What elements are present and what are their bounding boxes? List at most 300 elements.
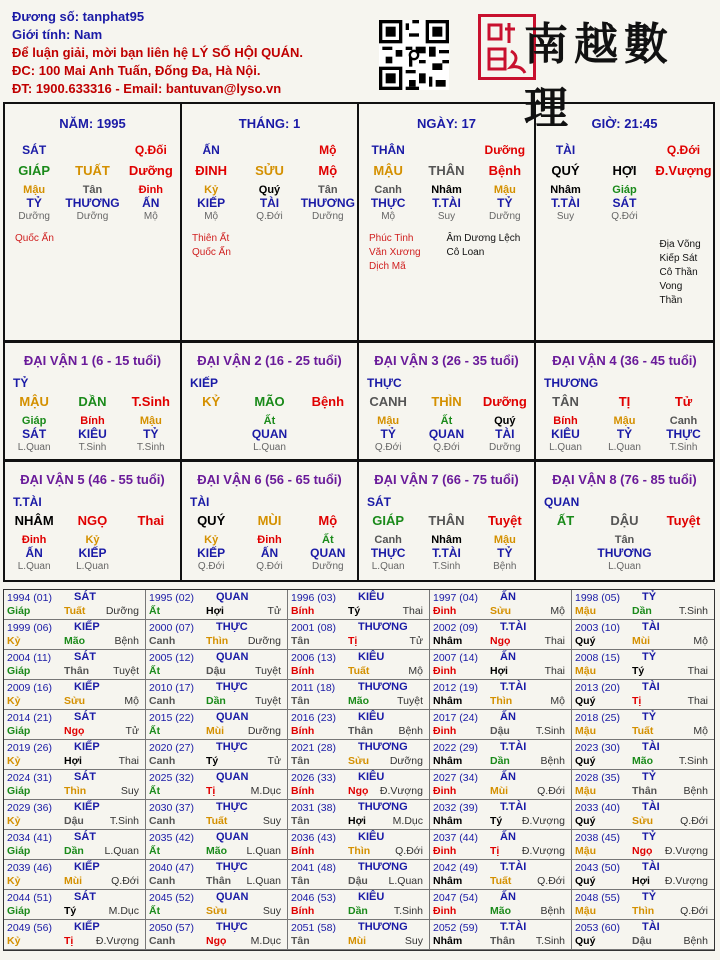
annual-stage: Suy [120, 785, 139, 797]
annual-branch: Tý [490, 815, 503, 827]
luck-stem-branch-item: TỊ [618, 394, 631, 409]
pillar-gods-item: Q.Đới [666, 143, 701, 157]
star-label: Vong Thần [659, 281, 683, 306]
luck-hidden-stems-item: Ất [322, 534, 334, 546]
pillar-hidden-gods-item: TỶ [26, 196, 42, 210]
annual-god: THỰC [216, 621, 248, 633]
annual-stage: Dưỡng [247, 635, 281, 647]
luck-hidden-gods [359, 427, 534, 441]
luck-period-cell [5, 343, 182, 459]
annual-god: KIÊU [358, 651, 385, 663]
annual-branch: Hợi [490, 665, 508, 677]
pillar-gods [182, 143, 357, 157]
annual-year: 2036 (43) [291, 832, 336, 844]
luck-hidden-gods [182, 427, 357, 441]
annual-god: TỶ [642, 771, 657, 783]
luck-stages-item: L.Quan [253, 442, 286, 453]
annual-stem: Canh [149, 875, 176, 887]
annual-cell [430, 710, 572, 740]
pillar-stars [359, 232, 534, 274]
luck-hidden-stems [5, 415, 180, 427]
luck-period-title: ĐẠI VẬN 5 (46 - 55 tuổi) [20, 472, 165, 487]
pillar-stages [5, 211, 180, 222]
stars-column [93, 232, 171, 246]
annual-stage: Q.Đới [111, 875, 139, 887]
contact-line: Để luận giải, mời bạn liên hệ LÝ SỐ HỘI QUÁN. [12, 45, 303, 60]
star-label: Cô Thần [659, 267, 698, 278]
annual-god: T.TÀI [500, 921, 527, 933]
annual-year: 2012 (19) [433, 682, 478, 694]
annual-stage: Mộ [693, 635, 708, 647]
star-label: Dịch Mã [369, 261, 406, 272]
annual-cell [572, 680, 714, 710]
annual-cell [146, 890, 288, 920]
annual-year: 2039 (46) [7, 862, 52, 874]
annual-branch: Ngọ [632, 845, 653, 857]
annual-stem: Kỷ [7, 815, 21, 827]
annual-stage: L.Quan [246, 845, 281, 857]
luck-stages [536, 561, 713, 572]
luck-hidden-stems [182, 415, 357, 427]
annual-branch: Ngọ [348, 785, 369, 797]
annual-stage: M.Dục [250, 785, 281, 797]
luck-god [182, 495, 357, 509]
luck-period-title: ĐẠI VẬN 4 (36 - 45 tuổi) [552, 353, 697, 368]
annual-stem: Đinh [433, 605, 457, 617]
pillar-stages-item: Q.Đới [256, 211, 283, 222]
annual-cell [430, 590, 572, 620]
pillar-hidden-stems-item: Giáp [612, 184, 637, 196]
annual-stem: Quý [575, 935, 596, 947]
annual-stage: Đ.Vượng [521, 815, 565, 827]
annual-branch: Ngọ [64, 725, 85, 737]
annual-year: 2050 (57) [149, 922, 194, 934]
annual-stem: Quý [575, 875, 596, 887]
annual-branch: Tị [632, 695, 642, 707]
annual-cell [288, 620, 430, 650]
stars-column [447, 232, 525, 274]
annual-cell [146, 800, 288, 830]
annual-god: THỰC [216, 801, 248, 813]
luck-periods-row-1 [3, 341, 715, 461]
pillar-stem-branch-item: TUẤT [75, 163, 110, 178]
gender-line: Giới tính: Nam [12, 27, 103, 42]
luck-hidden-stems [182, 534, 357, 546]
address-line: ĐC: 100 Mai Anh Tuấn, Đống Đa, Hà Nội. [12, 63, 261, 78]
annual-stem: Bính [291, 605, 315, 617]
annual-cell [430, 770, 572, 800]
annual-god: KIÊU [358, 831, 385, 843]
luck-hidden-gods-item: TỶ [380, 427, 396, 441]
annual-stem: Tân [291, 875, 310, 887]
annual-year: 2031 (38) [291, 802, 336, 814]
luck-hidden-gods-item: THỰC [370, 546, 406, 560]
annual-stem: Đinh [433, 725, 457, 737]
annual-year: 2041 (48) [291, 862, 336, 874]
luck-god-item: THƯƠNG [544, 376, 599, 390]
annual-year: 2028 (35) [575, 772, 620, 784]
pillar-stars [5, 232, 180, 246]
annual-year: 2046 (53) [291, 892, 336, 904]
annual-god: SÁT [74, 771, 96, 783]
luck-hidden-stems-item: Ất [263, 415, 276, 427]
annual-stem: Kỷ [7, 755, 21, 767]
luck-stages-item: Q.Đới [197, 561, 225, 572]
annual-god: ẤN [500, 831, 516, 843]
luck-hidden-stems-item: Canh [669, 415, 698, 427]
pillar-hidden-gods-item: THỰC [370, 196, 406, 210]
annual-stem: Canh [149, 635, 176, 647]
luck-stages-item: Q.Đới [433, 442, 460, 453]
annual-cell [288, 650, 430, 680]
annual-year: 2027 (34) [433, 772, 478, 784]
annual-god: THƯƠNG [358, 801, 408, 813]
annual-god: THỰC [216, 681, 248, 693]
annual-cell [430, 860, 572, 890]
luck-hidden-stems-item: Mậu [139, 415, 162, 427]
annual-stage: Suy [262, 815, 281, 827]
annual-god: KIÊU [358, 591, 385, 603]
annual-branch: Tị [206, 785, 216, 797]
luck-stem-branch-item: Tuyệt [666, 513, 701, 528]
luck-hidden-gods-item: TÀI [495, 427, 515, 441]
annual-year: 2034 (41) [7, 832, 52, 844]
luck-stages-item: Bệnh [493, 561, 517, 572]
luck-stem-branch-item: Tử [674, 394, 693, 409]
annual-stage: Bệnh [398, 725, 423, 737]
annual-year: 1996 (03) [291, 592, 336, 604]
luck-hidden-gods-item: ẤN [25, 546, 43, 560]
pillar-title: NĂM: 1995 [59, 116, 126, 131]
luck-hidden-stems-item: Mậu [493, 534, 516, 546]
annual-branch: Thìn [206, 635, 229, 647]
annual-year: 2020 (27) [149, 742, 194, 754]
annual-stage: Thai [687, 695, 708, 707]
annual-cell [572, 710, 714, 740]
annual-god: KIẾP [74, 921, 100, 933]
annual-branch: Mão [632, 755, 653, 767]
luck-hidden-gods [5, 427, 180, 441]
annual-stem: Tân [291, 755, 310, 767]
annual-year: 2007 (14) [433, 652, 478, 664]
annual-branch: Mùi [206, 725, 225, 737]
annual-stem: Giáp [7, 725, 31, 737]
annual-cell [430, 650, 572, 680]
four-pillars-grid [3, 102, 715, 342]
annual-cell [288, 860, 430, 890]
annual-year: 2021 (28) [291, 742, 336, 754]
annual-branch: Dậu [206, 665, 226, 677]
annual-branch: Hợi [632, 875, 650, 887]
annual-branch: Mùi [632, 635, 651, 647]
annual-stage: Bệnh [683, 935, 708, 947]
pillar-hidden-gods [5, 196, 180, 210]
annual-branch: Sửu [490, 605, 512, 617]
annual-year: 2037 (44) [433, 832, 478, 844]
luck-hidden-gods-item: ẤN [260, 546, 279, 560]
annual-stem: Ất [149, 725, 161, 737]
annual-god: SÁT [74, 831, 96, 843]
annual-luck-table [3, 589, 715, 951]
pillar-stars [182, 232, 357, 260]
annual-cell [572, 830, 714, 860]
annual-branch: Mùi [490, 785, 509, 797]
annual-god: TÀI [642, 681, 660, 693]
luck-hidden-stems-item: Mậu [613, 415, 636, 427]
annual-branch: Tuất [632, 725, 654, 737]
annual-cell [288, 800, 430, 830]
annual-stem: Nhâm [433, 635, 463, 647]
annual-stage: T.Sinh [109, 815, 139, 827]
annual-cell [146, 620, 288, 650]
pillar-stem-branch [359, 163, 534, 178]
annual-branch: Sửu [64, 695, 86, 707]
luck-period-cell [182, 462, 359, 580]
annual-year: 2042 (49) [433, 862, 478, 874]
annual-branch: Thân [206, 875, 232, 887]
annual-stem: Nhâm [433, 695, 463, 707]
pillar-stem-branch-item: HỢI [612, 163, 637, 178]
annual-god: T.TÀI [500, 621, 527, 633]
annual-god: T.TÀI [500, 801, 527, 813]
annual-stage: Tuyệt [397, 695, 423, 707]
luck-stages [182, 442, 357, 453]
annual-year: 2051 (58) [291, 922, 336, 934]
luck-stem-branch-item: THÂN [428, 513, 465, 528]
annual-year: 2011 (18) [291, 682, 336, 694]
annual-stage: Suy [404, 935, 423, 947]
annual-god: THƯƠNG [358, 861, 408, 873]
pillar-stages [182, 211, 357, 222]
luck-hidden-stems [359, 534, 534, 546]
annual-year: 2018 (25) [575, 712, 620, 724]
pillar-stem-branch-item: Đ.Vượng [655, 163, 712, 178]
annual-god: THƯƠNG [358, 921, 408, 933]
pillar-hidden-gods [359, 196, 534, 210]
luck-stages-item: L.Quan [17, 561, 51, 572]
annual-god: SÁT [74, 591, 96, 603]
pillar-gods-item: Q.Đối [134, 143, 167, 157]
luck-hidden-gods [536, 546, 713, 560]
annual-branch: Hợi [64, 755, 82, 767]
luck-stages-item: L.Quan [608, 442, 641, 453]
annual-stem: Kỷ [7, 935, 21, 947]
annual-stem: Đinh [433, 905, 457, 917]
annual-stem: Mậu [575, 905, 596, 917]
annual-branch: Mão [64, 635, 85, 647]
luck-hidden-gods [5, 546, 180, 560]
luck-hidden-gods-item: TỶ [143, 427, 159, 441]
pillar-stages-item: Mộ [381, 211, 396, 222]
annual-branch: Mão [490, 905, 511, 917]
annual-god: QUAN [216, 831, 249, 843]
annual-cell [572, 770, 714, 800]
annual-branch: Thân [64, 665, 90, 677]
luck-period-title: ĐẠI VẬN 7 (66 - 75 tuổi) [374, 472, 519, 487]
annual-stem: Đinh [433, 665, 457, 677]
annual-stem: Kỷ [7, 695, 21, 707]
pillar-hidden-stems-item: Tân [318, 184, 338, 196]
annual-cell [146, 770, 288, 800]
annual-stage: Tuyệt [255, 665, 281, 677]
annual-branch: Sửu [348, 755, 370, 767]
annual-stage: M.Dục [250, 935, 281, 947]
luck-hidden-stems-item: Tân [614, 534, 635, 546]
annual-cell [430, 830, 572, 860]
luck-period-cell [5, 462, 182, 580]
annual-branch: Mão [206, 845, 227, 857]
luck-god-item: SÁT [367, 495, 391, 509]
annual-branch: Tuất [348, 665, 370, 677]
annual-year: 2008 (15) [575, 652, 620, 664]
pillar-gods-item: TÀI [555, 143, 576, 157]
pillar-hidden-gods-item: T.TÀI [551, 196, 580, 210]
luck-stem-branch-item: MẬU [19, 394, 49, 409]
pillar-stem-branch-item: Dưỡng [128, 163, 173, 178]
stars-column [660, 238, 704, 308]
stars-column [616, 238, 660, 308]
annual-cell [146, 920, 288, 950]
annual-stem: Canh [149, 695, 176, 707]
luck-period-cell [182, 343, 359, 459]
annual-year: 2048 (55) [575, 892, 620, 904]
annual-stem: Mậu [575, 605, 596, 617]
luck-stem-branch-item: Bệnh [311, 394, 345, 409]
annual-year: 2001 (08) [291, 622, 336, 634]
pillar-stages-item: Suy [556, 211, 575, 222]
luck-god [5, 376, 180, 390]
luck-god-item: TỶ [13, 376, 29, 390]
pillar-hidden-stems-item: Canh [374, 184, 402, 196]
annual-god: ẤN [500, 711, 516, 723]
annual-year: 2016 (23) [291, 712, 336, 724]
luck-hidden-gods [536, 427, 713, 441]
pillar-hidden-gods-item: KIẾP [197, 196, 226, 210]
luck-stem-branch [5, 513, 180, 528]
annual-god: KIÊU [358, 891, 385, 903]
luck-hidden-stems [536, 534, 713, 546]
annual-branch: Dần [348, 905, 368, 917]
annual-year: 2049 (56) [7, 922, 52, 934]
star-label: Phúc Tinh [369, 233, 414, 244]
pillar-stem-branch [182, 163, 357, 178]
pillar-gods [536, 143, 713, 157]
luck-period-title: ĐẠI VẬN 1 (6 - 15 tuổi) [23, 353, 162, 368]
luck-hidden-stems-item: Ất [440, 415, 453, 427]
luck-hidden-stems [536, 415, 713, 427]
luck-period-title: ĐẠI VẬN 8 (76 - 85 tuổi) [552, 472, 697, 487]
annual-stem: Ất [149, 605, 161, 617]
annual-stage: Tử [125, 725, 139, 737]
pillar-hidden-stems-item: Mậu [493, 184, 516, 196]
annual-cell [146, 740, 288, 770]
annual-cell [288, 740, 430, 770]
annual-year: 2002 (09) [433, 622, 478, 634]
luck-stages-item: T.Sinh [136, 442, 165, 453]
annual-stem: Quý [575, 695, 596, 707]
pillar-stages [359, 211, 534, 222]
annual-god: TỶ [642, 591, 657, 603]
luck-hidden-stems-item: Canh [374, 534, 402, 546]
annual-god: ẤN [500, 771, 516, 783]
pillar-hidden-stems [359, 184, 534, 196]
luck-god-item: QUAN [544, 495, 580, 509]
annual-branch: Thìn [490, 695, 513, 707]
annual-stem: Tân [291, 815, 310, 827]
pillar-hidden-stems-item: Tân [82, 184, 103, 196]
annual-cell [572, 800, 714, 830]
luck-stem-branch-item: NGỌ [77, 513, 108, 528]
annual-branch: Dần [206, 695, 226, 707]
pillar-cell [5, 104, 182, 340]
annual-stem: Bính [291, 845, 315, 857]
star-label: Văn Xương [369, 247, 421, 258]
annual-stem: Canh [149, 935, 176, 947]
pillar-hidden-stems-item: Mậu [23, 184, 46, 196]
annual-branch: Sửu [206, 905, 228, 917]
annual-branch: Thân [490, 935, 516, 947]
luck-god-item: T.TÀI [13, 495, 42, 509]
luck-stages [536, 442, 713, 453]
pillar-gods-item: Mộ [319, 143, 337, 157]
annual-branch: Dần [632, 605, 652, 617]
annual-year: 2025 (32) [149, 772, 194, 784]
phone-email-line: ĐT: 1900.633316 - Email: bantuvan@lyso.vn [12, 81, 282, 96]
annual-branch: Mùi [64, 875, 83, 887]
annual-stage: Tử [409, 635, 423, 647]
annual-year: 2003 (10) [575, 622, 620, 634]
pillar-hidden-gods [182, 196, 357, 210]
stars-column [270, 232, 348, 260]
annual-stem: Giáp [7, 785, 31, 797]
annual-stage: Tuyệt [113, 665, 139, 677]
annual-stem: Quý [575, 635, 596, 647]
star-label: Thiên Ất [192, 233, 230, 244]
stars-column [192, 232, 270, 260]
annual-stem: Bính [291, 725, 315, 737]
annual-cell [572, 740, 714, 770]
annual-god: QUAN [216, 591, 249, 603]
luck-hidden-stems-item: Bính [553, 415, 578, 427]
annual-stage: Q.Đới [680, 815, 708, 827]
annual-branch: Dậu [348, 875, 368, 887]
pillar-stem-branch-item: ĐINH [195, 163, 228, 178]
pillar-stem-branch [5, 163, 180, 178]
pillar-gods-item: THÂN [371, 143, 405, 157]
pillar-stars [536, 238, 713, 308]
luck-hidden-gods-item: TỶ [497, 546, 513, 560]
pillar-hidden-stems-item: Đinh [138, 184, 164, 196]
annual-stage: Q.Đới [537, 875, 565, 887]
annual-year: 2005 (12) [149, 652, 194, 664]
annual-stem: Nhâm [433, 875, 463, 887]
annual-cell [572, 620, 714, 650]
annual-branch: Dậu [64, 815, 84, 827]
annual-cell [572, 590, 714, 620]
pillar-hidden-gods-item: THƯƠNG [65, 196, 120, 210]
luck-stages [359, 561, 534, 572]
annual-branch: Tý [348, 605, 361, 617]
pillar-hidden-gods [536, 196, 713, 210]
luck-stem-branch-item: T.Sinh [131, 394, 170, 409]
annual-stem: Canh [149, 815, 176, 827]
annual-god: THƯƠNG [358, 621, 408, 633]
annual-stage: Tử [267, 755, 281, 767]
luck-hidden-gods-item: KIÊU [78, 427, 107, 441]
annual-branch: Hợi [206, 605, 224, 617]
pillar-gods-item: SÁT [22, 143, 47, 157]
annual-stem: Quý [575, 755, 596, 767]
